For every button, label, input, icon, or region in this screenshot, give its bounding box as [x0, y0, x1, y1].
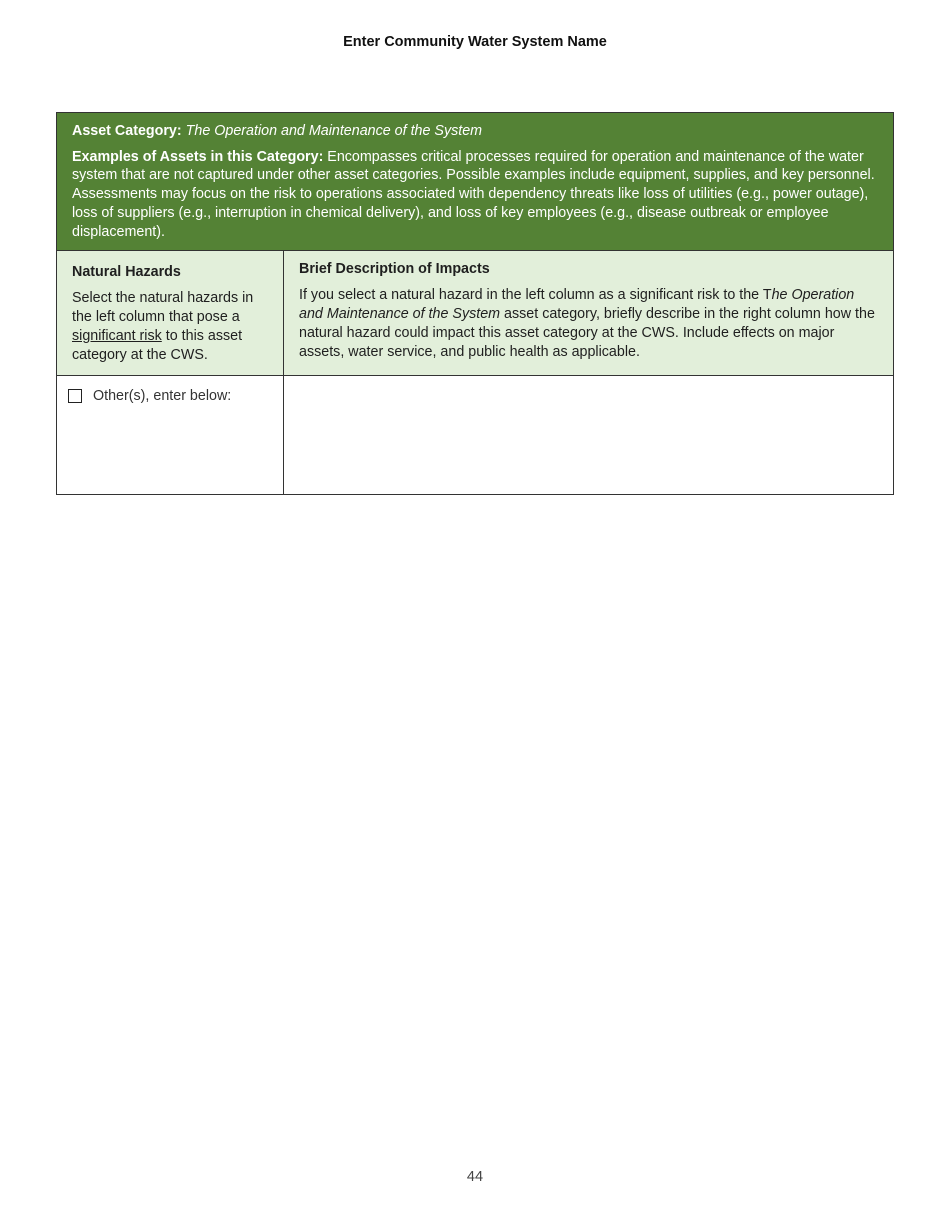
document-title: Enter Community Water System Name — [343, 34, 607, 50]
hazard-cell — [57, 376, 284, 494]
impacts-instructions — [299, 286, 879, 362]
instructions-text-end: to this asset category at the CWS. — [72, 328, 243, 364]
other-hazards-checkbox[interactable] — [68, 389, 82, 403]
page-number: 44 — [466, 1169, 484, 1185]
natural-hazards-instructions — [72, 289, 269, 365]
instructions-text: Select the natural hazards in the left column that pose a — [72, 290, 254, 326]
impacts-text: If you select a natural hazard in the left column as a significant risk to the T — [299, 287, 772, 304]
asset-category-label: Asset Category: — [72, 123, 182, 139]
column-header-row — [57, 251, 893, 376]
natural-hazards-title: Natural Hazards — [72, 264, 181, 281]
asset-category-reference: he Operation and Maintenance of the System — [299, 287, 855, 323]
examples-text: Encompasses critical processes required for operation and maintenance of the water system that are not captured under other asset categories. Possible examples include equipment, supplies, and key personnel. Assessments may focus on the risk to operations associated with dependency threats like loss of utilities (e.g., power outage), loss of suppliers (e.g., interruption in chemical delivery), and loss of key employees (e.g., disease outbreak or employee displacement). — [72, 148, 875, 240]
asset-category-name: The Operation and Maintenance of the System — [185, 123, 483, 139]
impacts-text-end: asset category, briefly describe in the right column how the natural hazard could impact this asset category at the CWS. Include effects on major assets, water service, and public health as applicable. — [299, 306, 875, 361]
examples-label: Examples of Assets in this Category: — [72, 148, 324, 165]
impacts-header — [284, 251, 893, 375]
significant-risk-term: significant risk — [72, 328, 162, 345]
other-hazards-label: Other(s), enter below: — [93, 388, 232, 405]
examples-paragraph — [72, 148, 878, 242]
asset-category-table — [56, 112, 894, 495]
impact-cell — [284, 376, 893, 494]
category-banner — [57, 113, 893, 251]
asset-category-line — [72, 122, 878, 141]
impact-description-field[interactable] — [296, 384, 881, 486]
impacts-title: Brief Description of Impacts — [299, 261, 490, 278]
hazard-entry-row — [57, 376, 893, 494]
other-hazards-option[interactable] — [68, 388, 273, 404]
natural-hazards-header — [57, 251, 284, 375]
